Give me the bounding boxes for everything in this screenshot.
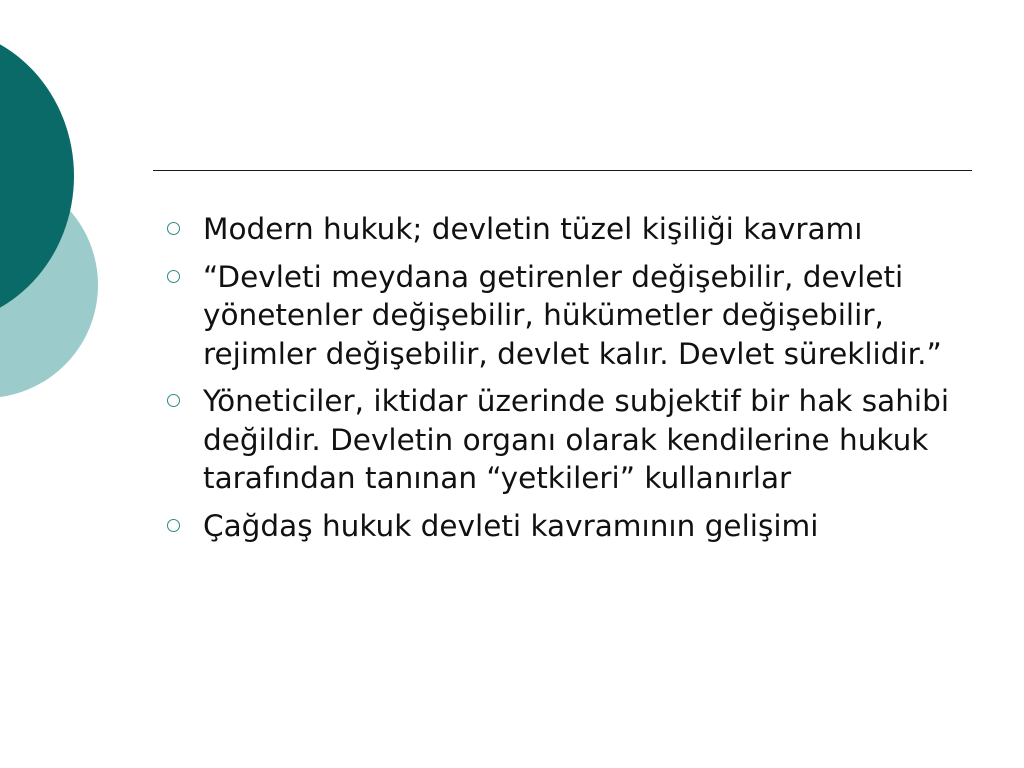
hollow-circle-icon [167, 222, 180, 235]
bullet-text: “Devleti meydana getirenler değişebilir, devleti yönetenler değişebilir, hükümetler değişebilir, rejimler değişebilir, devlet kalır. Devlet süreklidir.” [203, 259, 942, 371]
bullet-item-modern-law [164, 210, 964, 249]
hollow-circle-icon [167, 270, 180, 283]
bullet-item-rulers-authority [164, 382, 964, 498]
bullet-text: Çağdaş hukuk devleti kavramının gelişimi [203, 508, 819, 543]
bullet-list [164, 210, 964, 554]
bullet-item-state-continuity-quote [164, 258, 964, 374]
bullet-text: Modern hukuk; devletin tüzel kişiliği kavramı [203, 212, 863, 246]
hollow-circle-icon [167, 519, 180, 532]
hollow-circle-icon [167, 394, 180, 407]
title-divider-line [153, 170, 972, 171]
bullet-item-rule-of-law-development [164, 507, 964, 546]
bullet-text: Yöneticiler, iktidar üzerinde subjektif bir hak sahibi değildir. Devletin organı olarak kendilerine hukuk tarafından tanınan “yetkileri” kullanırlar [203, 384, 950, 495]
